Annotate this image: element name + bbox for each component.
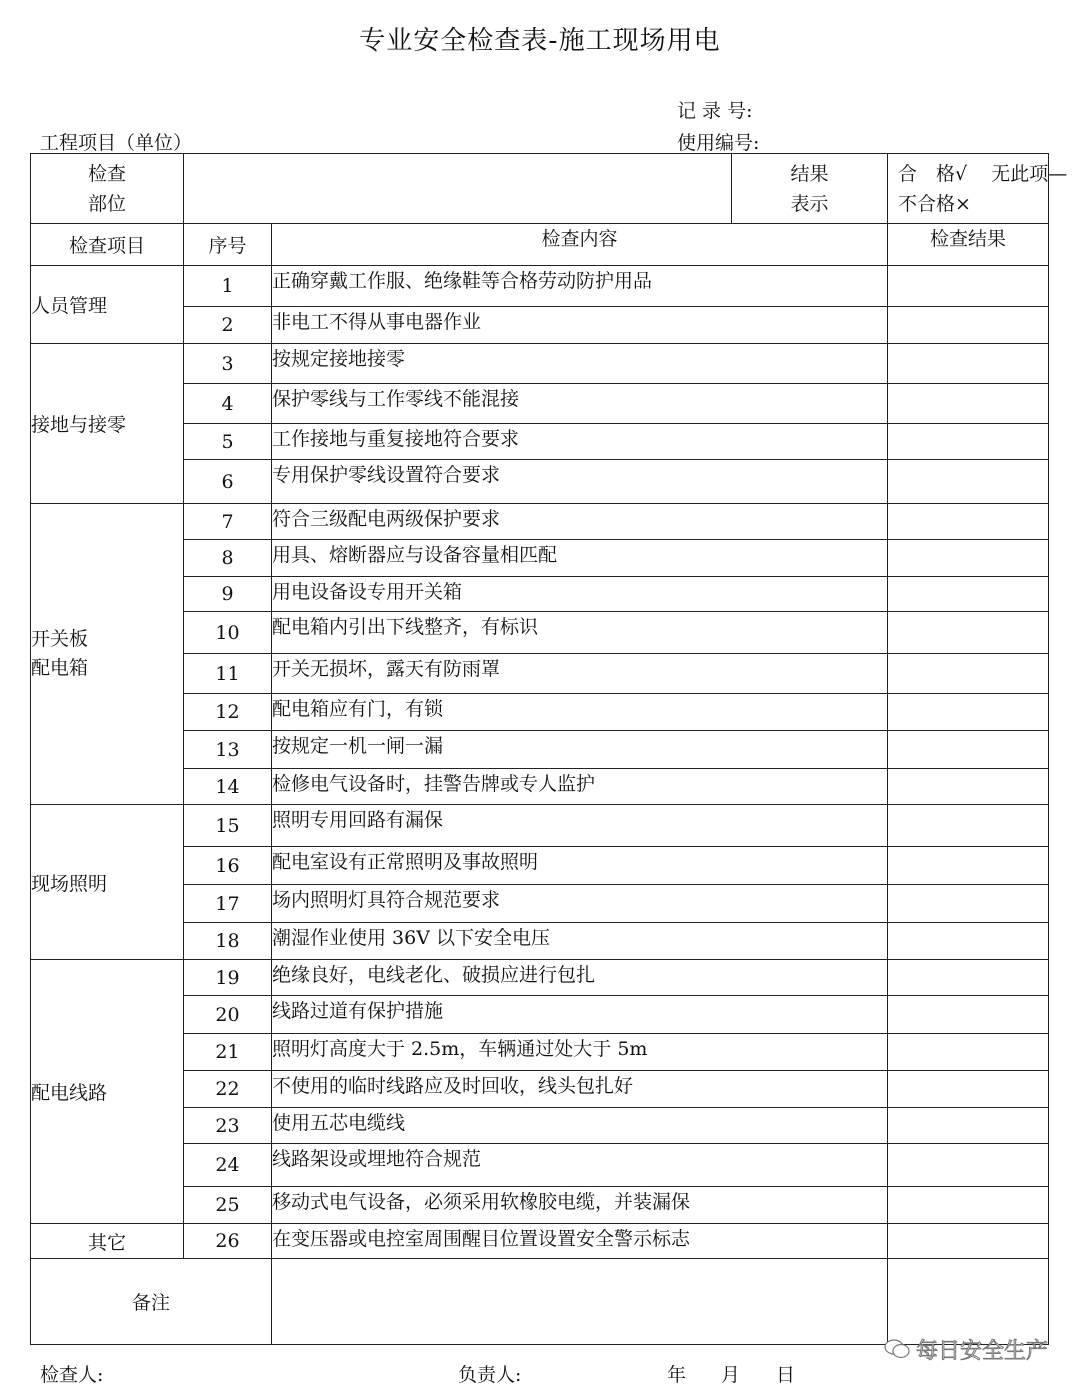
project-label: 工程项目（单位） xyxy=(40,132,193,154)
watermark-text: 每日安全生产 xyxy=(915,1339,1048,1364)
row-result-cell[interactable] xyxy=(888,1034,1049,1071)
row-content: 用电设备设专用开关箱 xyxy=(272,577,888,612)
use-number-label: 使用编号: xyxy=(677,132,760,154)
watermark xyxy=(884,1334,1048,1366)
row-no: 19 xyxy=(184,960,272,996)
row-result-cell[interactable] xyxy=(888,424,1049,460)
col-header-item: 检查项目 xyxy=(31,224,184,266)
row-no: 9 xyxy=(184,577,272,612)
month-label: 月 xyxy=(721,1364,741,1386)
col-header-no: 序号 xyxy=(184,224,272,266)
row-no: 20 xyxy=(184,996,272,1034)
day-label: 日 xyxy=(776,1364,796,1386)
row-no: 17 xyxy=(184,885,272,923)
col-header-content: 检查内容 xyxy=(272,224,888,266)
row-no: 7 xyxy=(184,504,272,540)
row-result-cell[interactable] xyxy=(888,460,1049,504)
page-title: 专业安全检查表-施工现场用电 xyxy=(359,26,721,56)
row-no: 10 xyxy=(184,612,272,654)
row-result-cell[interactable] xyxy=(888,847,1049,885)
row-content: 线路架设或埋地符合规范 xyxy=(272,1144,888,1187)
row-no: 25 xyxy=(184,1187,272,1224)
row-content: 移动式电气设备，必须采用软橡胶电缆，并装漏保 xyxy=(272,1187,888,1224)
row-no: 4 xyxy=(184,384,272,424)
legend-pass: 合 格√ xyxy=(898,162,968,185)
check-location-field[interactable] xyxy=(184,154,732,224)
row-result-cell[interactable] xyxy=(888,540,1049,577)
row-no: 21 xyxy=(184,1034,272,1071)
row-content: 工作接地与重复接地符合要求 xyxy=(272,424,888,460)
row-result-cell[interactable] xyxy=(888,1108,1049,1144)
group-grounding: 接地与接零 xyxy=(31,344,184,504)
row-content: 配电室设有正常照明及事故照明 xyxy=(272,847,888,885)
row-no: 15 xyxy=(184,805,272,847)
row-result-cell[interactable] xyxy=(888,885,1049,923)
row-content: 使用五芯电缆线 xyxy=(272,1108,888,1144)
row-content: 非电工不得从事电器作业 xyxy=(272,307,888,344)
group-lighting: 现场照明 xyxy=(31,805,184,960)
group-other: 其它 xyxy=(31,1224,184,1259)
row-result-cell[interactable] xyxy=(888,384,1049,424)
row-content: 潮湿作业使用 36V 以下安全电压 xyxy=(272,923,888,960)
remarks-field[interactable] xyxy=(272,1259,888,1345)
row-content: 用具、熔断器应与设备容量相匹配 xyxy=(272,540,888,577)
inspector-label: 检查人: xyxy=(40,1364,104,1386)
row-no: 14 xyxy=(184,769,272,805)
responsible-label: 负责人: xyxy=(458,1364,522,1386)
row-result-cell[interactable] xyxy=(888,923,1049,960)
legend-none: 无此项— xyxy=(991,162,1068,185)
row-no: 13 xyxy=(184,731,272,769)
chat-bubble-icon xyxy=(884,1338,910,1366)
row-content: 检修电气设备时，挂警告牌或专人监护 xyxy=(272,769,888,805)
row-result-cell[interactable] xyxy=(888,694,1049,731)
row-result-cell[interactable] xyxy=(888,996,1049,1034)
row-no: 3 xyxy=(184,344,272,384)
year-label: 年 xyxy=(667,1364,687,1386)
row-content: 不使用的临时线路应及时回收，线头包扎好 xyxy=(272,1071,888,1108)
row-content: 按规定接地接零 xyxy=(272,344,888,384)
row-no: 1 xyxy=(184,266,272,307)
row-content: 绝缘良好，电线老化、破损应进行包扎 xyxy=(272,960,888,996)
row-result-cell[interactable] xyxy=(888,1187,1049,1224)
inspection-table xyxy=(30,153,1068,1345)
row-content: 线路过道有保护措施 xyxy=(272,996,888,1034)
row-result-cell[interactable] xyxy=(888,731,1049,769)
row-result-cell[interactable] xyxy=(888,769,1049,805)
row-no: 5 xyxy=(184,424,272,460)
group-switchboard: 开关板 配电箱 xyxy=(31,504,184,805)
row-result-cell[interactable] xyxy=(888,1071,1049,1108)
row-content: 配电箱应有门，有锁 xyxy=(272,694,888,731)
row-no: 24 xyxy=(184,1144,272,1187)
remarks-extra-cell[interactable] xyxy=(888,1259,1049,1345)
row-result-cell[interactable] xyxy=(888,1224,1049,1259)
row-no: 22 xyxy=(184,1071,272,1108)
row-content: 照明专用回路有漏保 xyxy=(272,805,888,847)
legend-fail: 不合格× xyxy=(898,192,971,215)
row-content: 保护零线与工作零线不能混接 xyxy=(272,384,888,424)
row-no: 6 xyxy=(184,460,272,504)
row-result-cell[interactable] xyxy=(888,266,1049,307)
row-no: 26 xyxy=(184,1224,272,1259)
row-content: 场内照明灯具符合规范要求 xyxy=(272,885,888,923)
row-result-cell[interactable] xyxy=(888,805,1049,847)
row-content: 符合三级配电两级保护要求 xyxy=(272,504,888,540)
row-result-cell[interactable] xyxy=(888,307,1049,344)
row-content: 正确穿戴工作服、绝缘鞋等合格劳动防护用品 xyxy=(272,266,888,307)
col-header-result: 检查结果 xyxy=(888,224,1049,266)
row-result-cell[interactable] xyxy=(888,1144,1049,1187)
group-personnel: 人员管理 xyxy=(31,266,184,344)
row-content: 按规定一机一闸一漏 xyxy=(272,731,888,769)
row-content: 配电箱内引出下线整齐，有标识 xyxy=(272,612,888,654)
row-content: 专用保护零线设置符合要求 xyxy=(272,460,888,504)
row-result-cell[interactable] xyxy=(888,577,1049,612)
row-result-cell[interactable] xyxy=(888,654,1049,694)
row-content: 在变压器或电控室周围醒目位置设置安全警示标志 xyxy=(272,1224,888,1259)
row-result-cell[interactable] xyxy=(888,612,1049,654)
remarks-label: 备注 xyxy=(31,1259,272,1345)
row-content: 开关无损坏，露天有防雨罩 xyxy=(272,654,888,694)
row-no: 18 xyxy=(184,923,272,960)
row-result-cell[interactable] xyxy=(888,960,1049,996)
row-result-cell[interactable] xyxy=(888,504,1049,540)
row-no: 23 xyxy=(184,1108,272,1144)
row-no: 12 xyxy=(184,694,272,731)
row-no: 16 xyxy=(184,847,272,885)
row-no: 2 xyxy=(184,307,272,344)
row-content: 照明灯高度大于 2.5m，车辆通过处大于 5m xyxy=(272,1034,888,1071)
group-wiring: 配电线路 xyxy=(31,960,184,1224)
row-result-cell[interactable] xyxy=(888,344,1049,384)
result-legend-label: 结果 表示 xyxy=(732,154,888,224)
record-number-label: 记 录 号: xyxy=(677,100,753,122)
row-no: 8 xyxy=(184,540,272,577)
row-no: 11 xyxy=(184,654,272,694)
result-legend xyxy=(888,154,1068,224)
check-location-label: 检查 部位 xyxy=(31,154,184,224)
